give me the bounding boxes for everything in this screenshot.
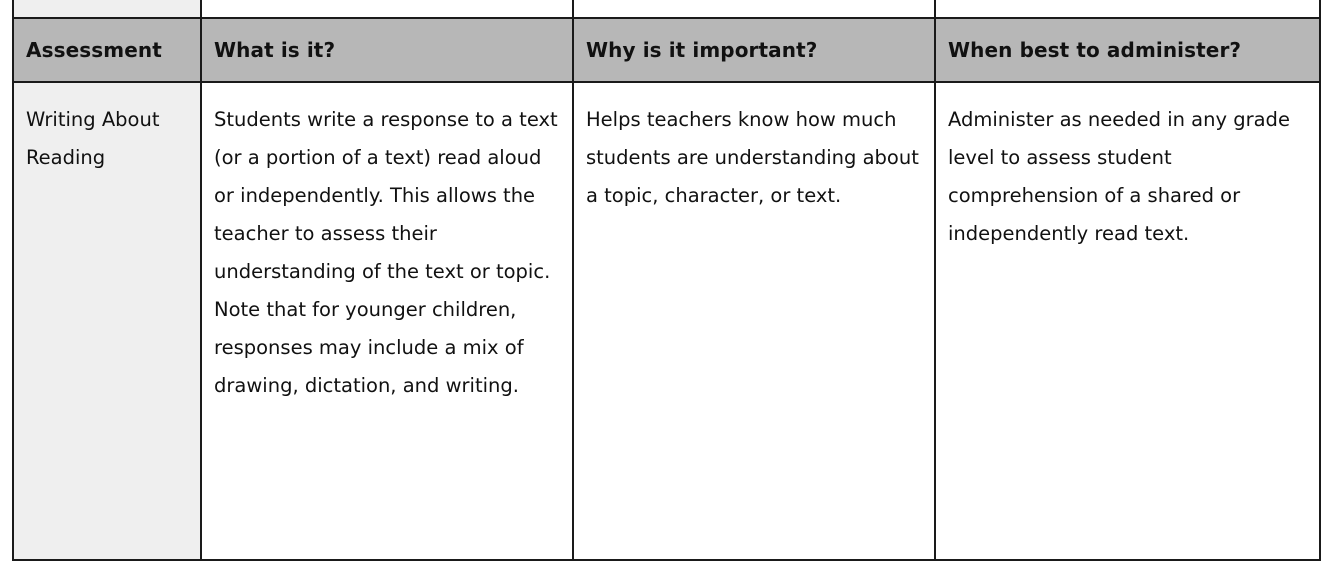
previous-row-cell <box>573 0 935 18</box>
previous-row-fragment <box>13 0 1320 18</box>
header-what-is-it: What is it? <box>201 18 573 82</box>
cell-assessment-name: Writing About Reading <box>13 82 201 560</box>
cell-why-important: Helps teachers know how much students are understanding about a topic, character, or text. <box>573 82 935 560</box>
table-header-row <box>13 18 1320 82</box>
previous-row-cell <box>13 0 201 18</box>
previous-row-cell <box>935 0 1320 18</box>
header-assessment: Assessment <box>13 18 201 82</box>
assessment-table <box>12 0 1321 561</box>
header-when-administer: When best to administer? <box>935 18 1320 82</box>
assessment-table-container <box>12 0 1319 561</box>
cell-when-administer: Administer as needed in any grade level to assess student comprehension of a shared or independently read text. <box>935 82 1320 560</box>
header-why-important: Why is it important? <box>573 18 935 82</box>
table-row <box>13 82 1320 560</box>
cell-what-is-it: Students write a response to a text (or a portion of a text) read aloud or independently. This allows the teacher to assess their understanding of the text or topic. Note that for younger children, responses may include a mix of drawing, dictation, and writing. <box>201 82 573 560</box>
previous-row-cell <box>201 0 573 18</box>
